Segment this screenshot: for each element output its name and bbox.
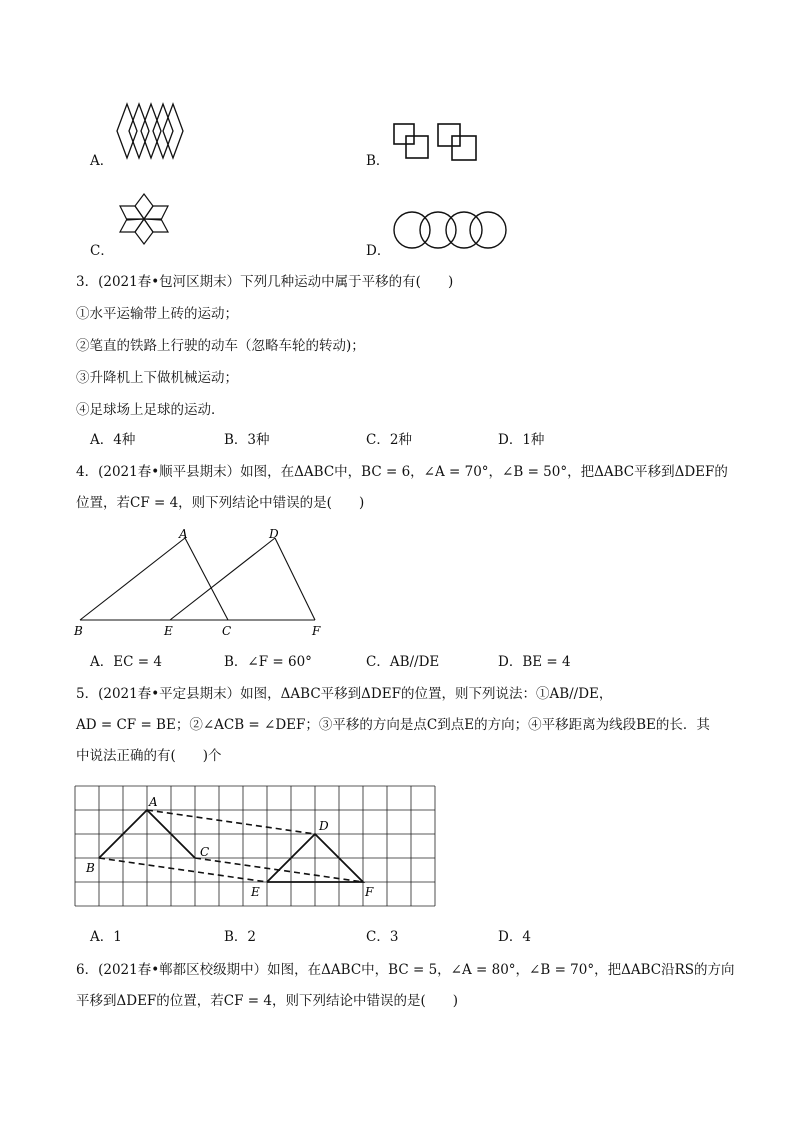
squares-chain-figure [392,122,482,164]
q3-option-a[interactable]: A．4种 [90,432,136,448]
q5-label-d: D [319,819,329,833]
q3-option-c[interactable]: C．2种 [366,432,412,448]
q3-item-4: ④足球场上足球的运动． [76,402,225,418]
q3-stem: 3．(2021春•包河区期末）下列几种运动中属于平移的有( ) [76,274,454,290]
q5-stem-line2: AD = CF = BE；②∠ACB = ∠DEF；③平移的方向是点C到点E的方向；④平移距离为线段BE的长．其 [76,717,710,733]
q4-label-e: E [164,624,173,638]
q3-item-3: ③升降机上下做机械运动； [76,370,238,386]
q5-option-a[interactable]: A．1 [90,929,122,945]
q6-stem-line2: 平移到ΔDEF的位置，若CF = 4，则下列结论中错误的是( ) [76,993,459,1009]
star-figure [117,192,171,246]
q5-label-f: F [365,885,374,899]
q2-option-b-letter[interactable]: B． [366,153,390,169]
q3-option-b[interactable]: B．3种 [224,432,270,448]
q4-label-b: B [74,624,83,638]
q5-option-d[interactable]: D．4 [498,929,531,945]
q5-label-e: E [251,885,260,899]
q4-option-d[interactable]: D．BE = 4 [498,654,571,670]
q4-stem-line2: 位置，若CF = 4，则下列结论中错误的是( ) [76,495,365,511]
q5-option-b[interactable]: B．2 [224,929,257,945]
q2-option-d-letter[interactable]: D． [366,243,391,259]
q5-stem-line3: 中说法正确的有( )个 [76,748,222,764]
q4-label-c: C [222,624,232,638]
q4-label-d: D [269,527,279,541]
q4-stem-line1: 4．(2021春•顺平县期末）如图，在ΔABC中，BC = 6，∠A = 70°，∠B = 50°，把ΔABC平移到ΔDEF的 [76,464,728,480]
q5-stem-line1: 5．(2021春•平定县期末）如图，ΔABC平移到ΔDEF的位置，则下列说法：①AB//DE， [76,686,613,702]
q3-item-2: ②笔直的铁路上行驶的动车（忽略车轮的转动)； [76,338,365,354]
q4-option-c[interactable]: C．AB//DE [366,654,440,670]
q5-label-b: B [86,861,95,875]
q5-label-a: A [149,795,158,809]
q2-option-c-letter[interactable]: C． [90,243,114,259]
q3-item-1: ①水平运输带上砖的运动； [76,306,238,322]
q5-option-c[interactable]: C．3 [366,929,399,945]
q4-label-f: F [312,624,321,638]
q2-option-a-letter[interactable]: A． [90,153,114,169]
q5-label-c: C [200,845,210,859]
q4-option-a[interactable]: A．EC = 4 [90,654,162,670]
rhombus-chain-figure [115,102,185,162]
q6-stem-line1: 6．(2021春•郸都区校级期中）如图，在ΔABC中，BC = 5，∠A = 80°，∠B = 70°，把ΔABC沿RS的方向 [76,962,735,978]
q3-option-d[interactable]: D．1种 [498,432,545,448]
q4-triangle-figure [70,528,340,640]
q5-grid-figure [75,786,441,912]
q4-label-a: A [179,527,188,541]
circles-chain-figure [392,210,508,252]
q4-option-b[interactable]: B．∠F = 60° [224,654,312,670]
